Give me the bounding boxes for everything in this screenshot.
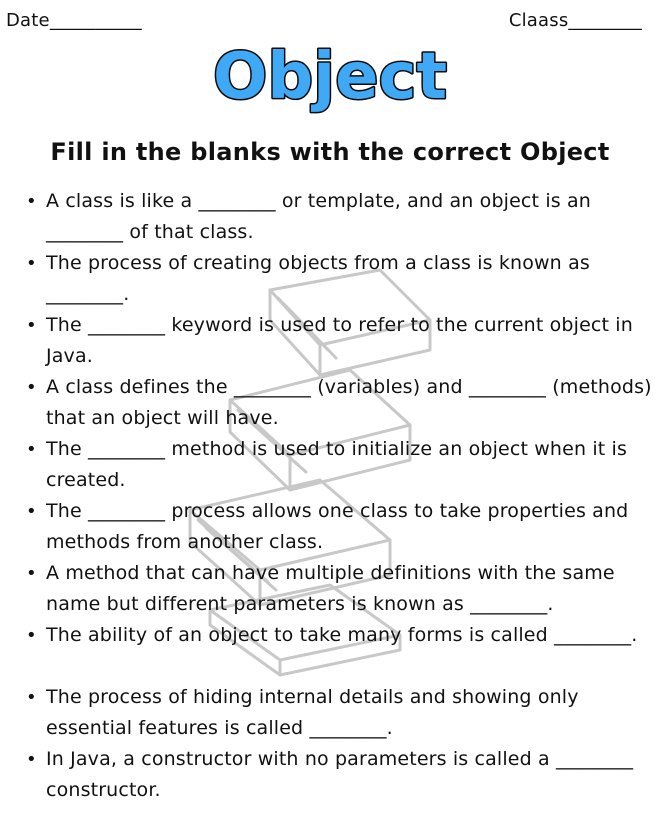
list-item: • In Java, a constructor with no parameters is called a ________ constructor. xyxy=(18,744,658,806)
title-banner xyxy=(0,36,660,116)
date-field[interactable]: Date__________ xyxy=(6,10,142,31)
class-field[interactable]: Claass________ xyxy=(508,10,642,31)
worksheet-header xyxy=(6,10,642,34)
page-title: Object xyxy=(212,40,448,114)
list-item: • The ________ keyword is used to refer to the current object in Java. xyxy=(18,310,658,372)
list-item: • The ________ process allows one class to take properties and methods from another class. xyxy=(18,496,658,558)
list-item: • A class is like a ________ or template, and an object is an ________ of that class. xyxy=(18,186,658,248)
list-item: • The ability of an object to take many forms is called ________. xyxy=(18,620,658,682)
list-item: • The ________ method is used to initialize an object when it is created. xyxy=(18,434,658,496)
worksheet-subtitle: Fill in the blanks with the correct Object xyxy=(50,138,610,166)
list-item: • The process of creating objects from a class is known as ________. xyxy=(18,248,658,310)
list-item: • A method that can have multiple definitions with the same name but different parameters is known as ________. xyxy=(18,558,658,620)
question-list xyxy=(18,186,658,806)
list-item: • The process of hiding internal details and showing only essential features is called ________. xyxy=(18,682,658,744)
list-item: • A class defines the ________ (variables) and ________ (methods) that an object will have. xyxy=(18,372,658,434)
title-svg xyxy=(0,36,660,116)
